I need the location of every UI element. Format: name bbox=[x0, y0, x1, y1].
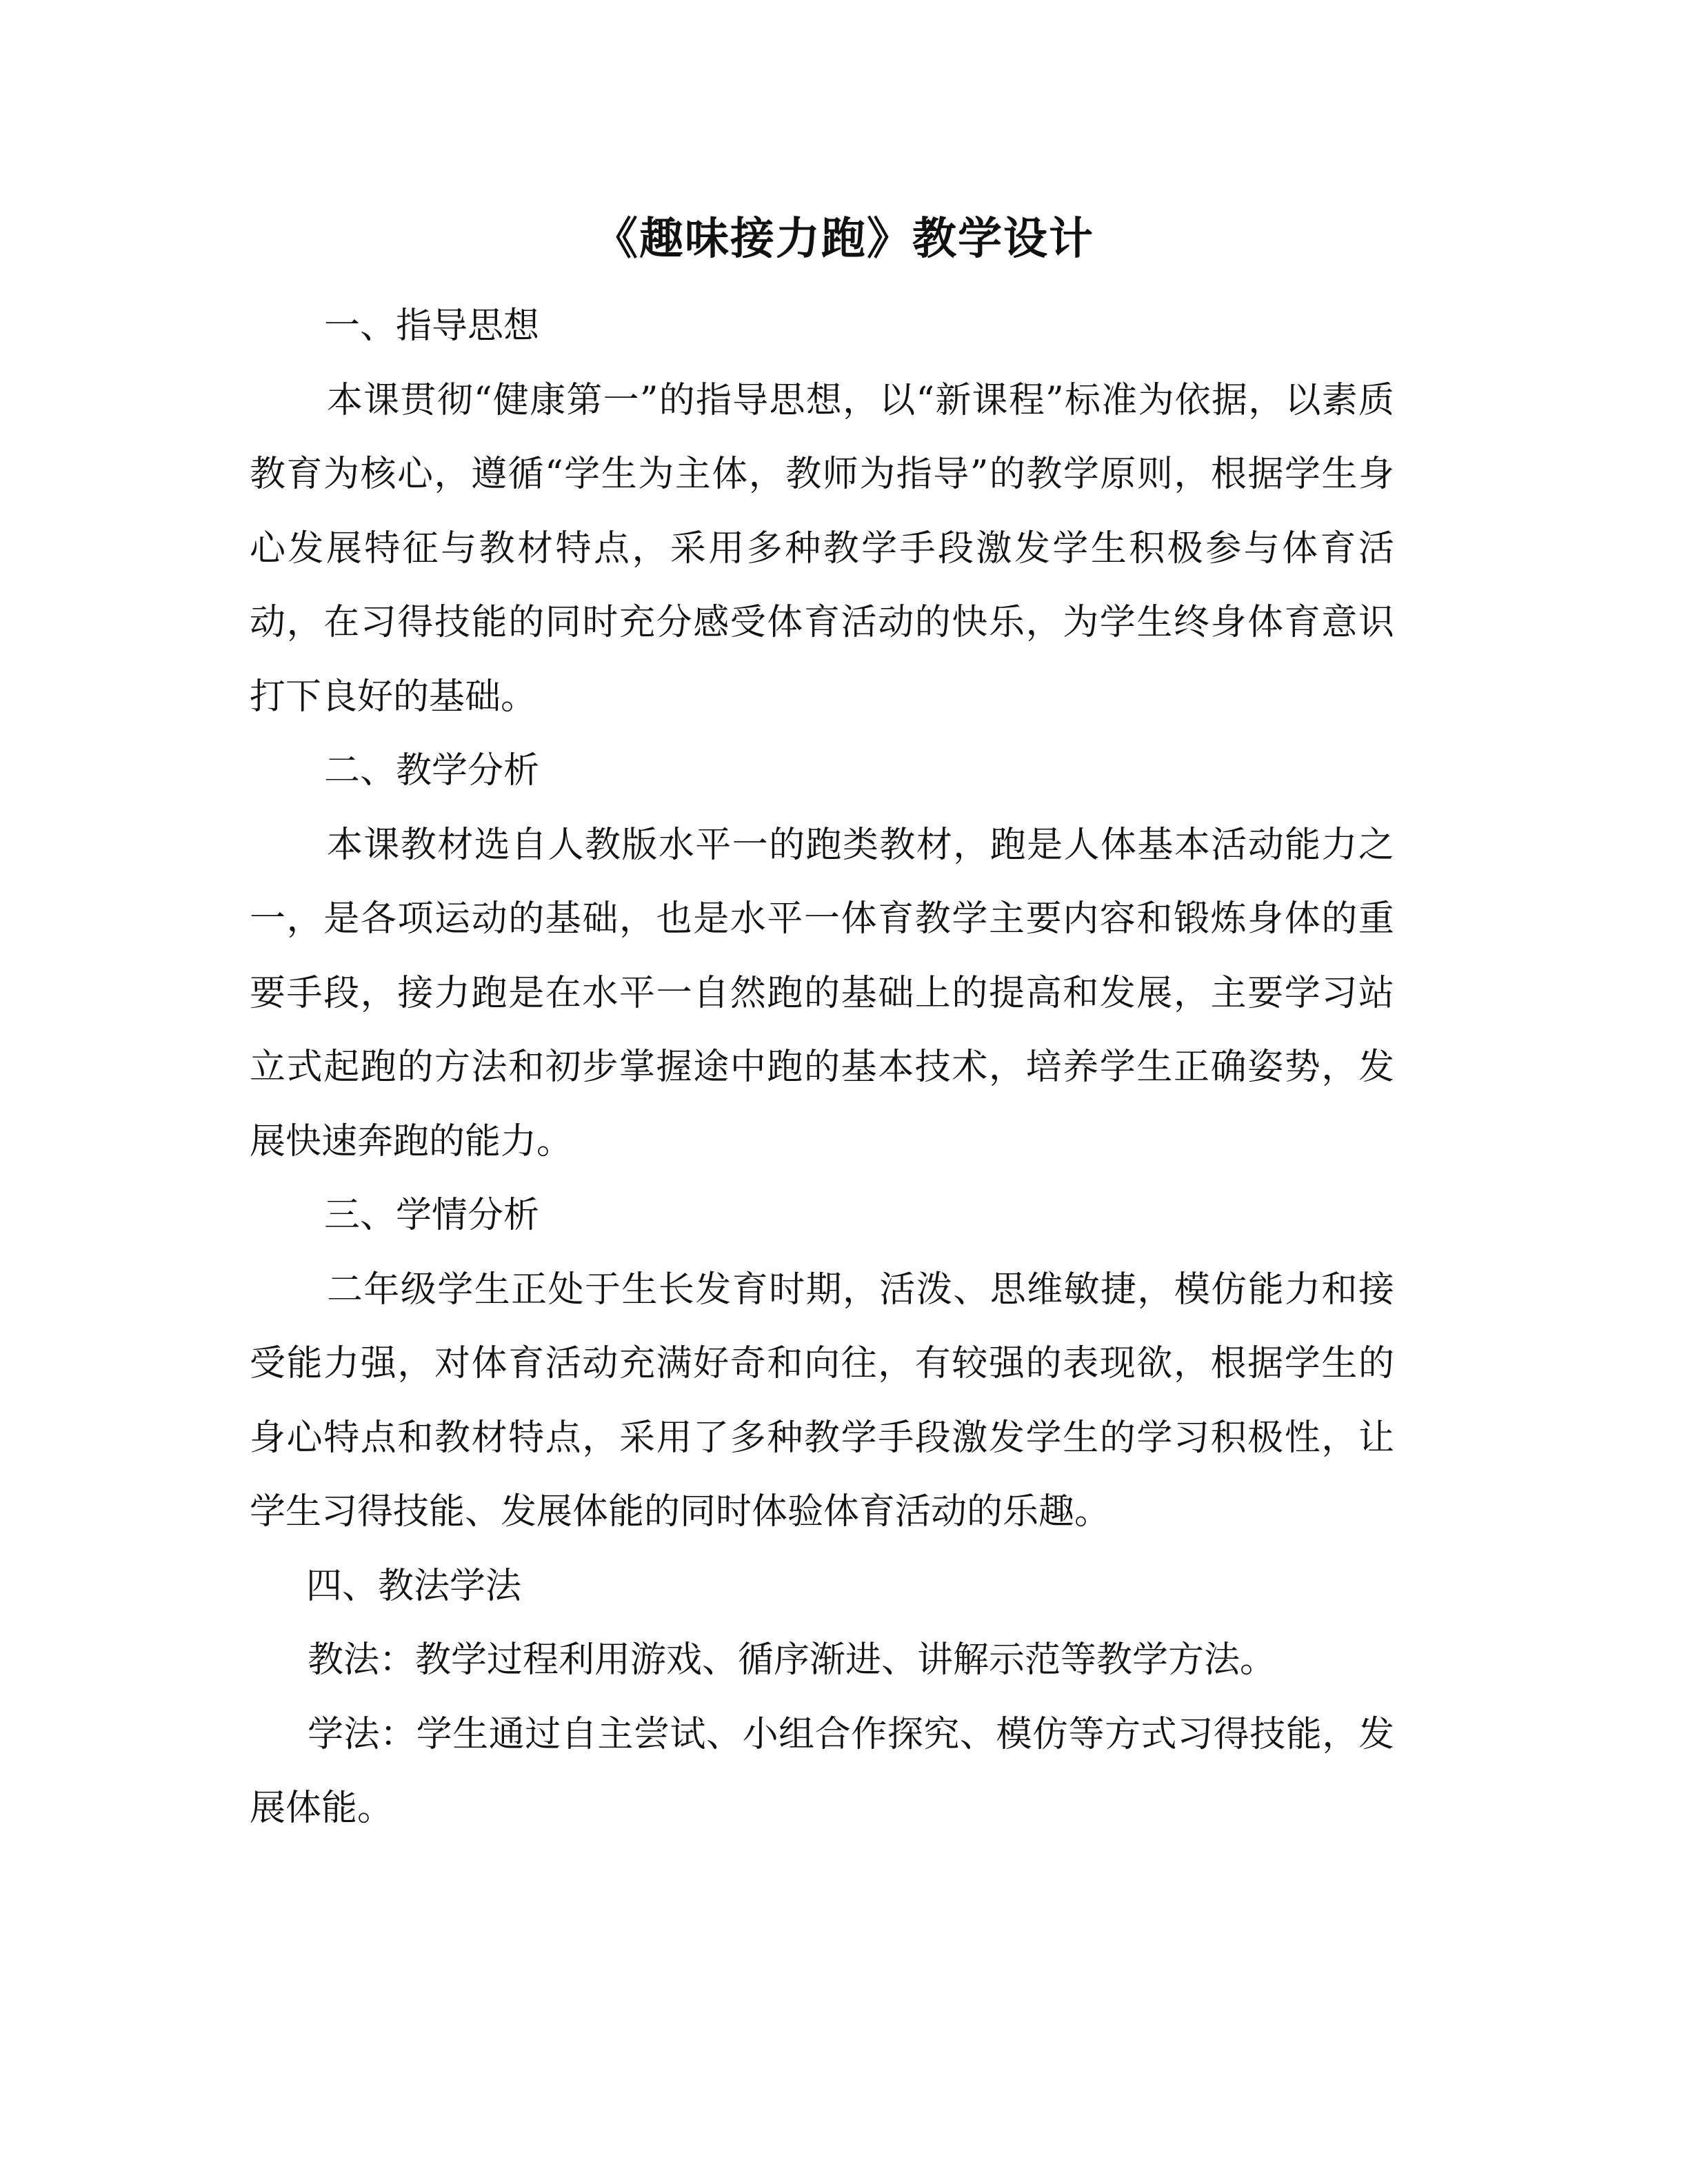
paragraph: 本课贯彻“健康第一”的指导思想，以“新课程”标准为依据，以素质教育为核心，遵循“学生为主体，教师为指导”的教学原则，根据学生身心发展特征与教材特点，采用多种教学手段激发学生积极参与体育活动，在习得技能的同时充分感受体育活动的快乐，为学生终身体育意识打下良好的基础。 bbox=[250, 379, 1394, 718]
section-heading: 二、教学分析 bbox=[324, 750, 540, 791]
section-teaching-learning-methods bbox=[250, 1550, 1394, 1846]
section-heading: 一、指导思想 bbox=[324, 305, 540, 347]
section-heading: 三、学情分析 bbox=[324, 1195, 540, 1236]
document-title: 《趣味接力跑》教学设计 bbox=[594, 213, 1094, 265]
section-learner-analysis bbox=[250, 1179, 1394, 1550]
section-heading: 四、教法学法 bbox=[306, 1565, 522, 1607]
paragraph-teaching-method: 教法：教学过程利用游戏、循序渐进、讲解示范等教学方法。 bbox=[308, 1639, 1276, 1681]
paragraph: 二年级学生正处于生长发育时期，活泼、思维敏捷，模仿能力和接受能力强，对体育活动充满好奇和向往，有较强的表现欲，根据学生的身心特点和教材特点，采用了多种教学手段激发学生的学习积极性，让学生习得技能、发展体能的同时体验体育活动的乐趣。 bbox=[250, 1268, 1394, 1533]
section-guiding-ideology bbox=[250, 290, 1394, 734]
document-body bbox=[250, 290, 1394, 1846]
section-teaching-analysis bbox=[250, 734, 1394, 1179]
paragraph-learning-method: 学法：学生通过自主尝试、小组合作探究、模仿等方式习得技能，发展体能。 bbox=[250, 1713, 1394, 1829]
paragraph: 本课教材选自人教版水平一的跑类教材，跑是人体基本活动能力之一，是各项运动的基础，也是水平一体育教学主要内容和锻炼身体的重要手段，接力跑是在水平一自然跑的基础上的提高和发展，主要学习站立式起跑的方法和初步掌握途中跑的基本技术，培养学生正确姿势，发展快速奔跑的能力。 bbox=[250, 824, 1394, 1162]
